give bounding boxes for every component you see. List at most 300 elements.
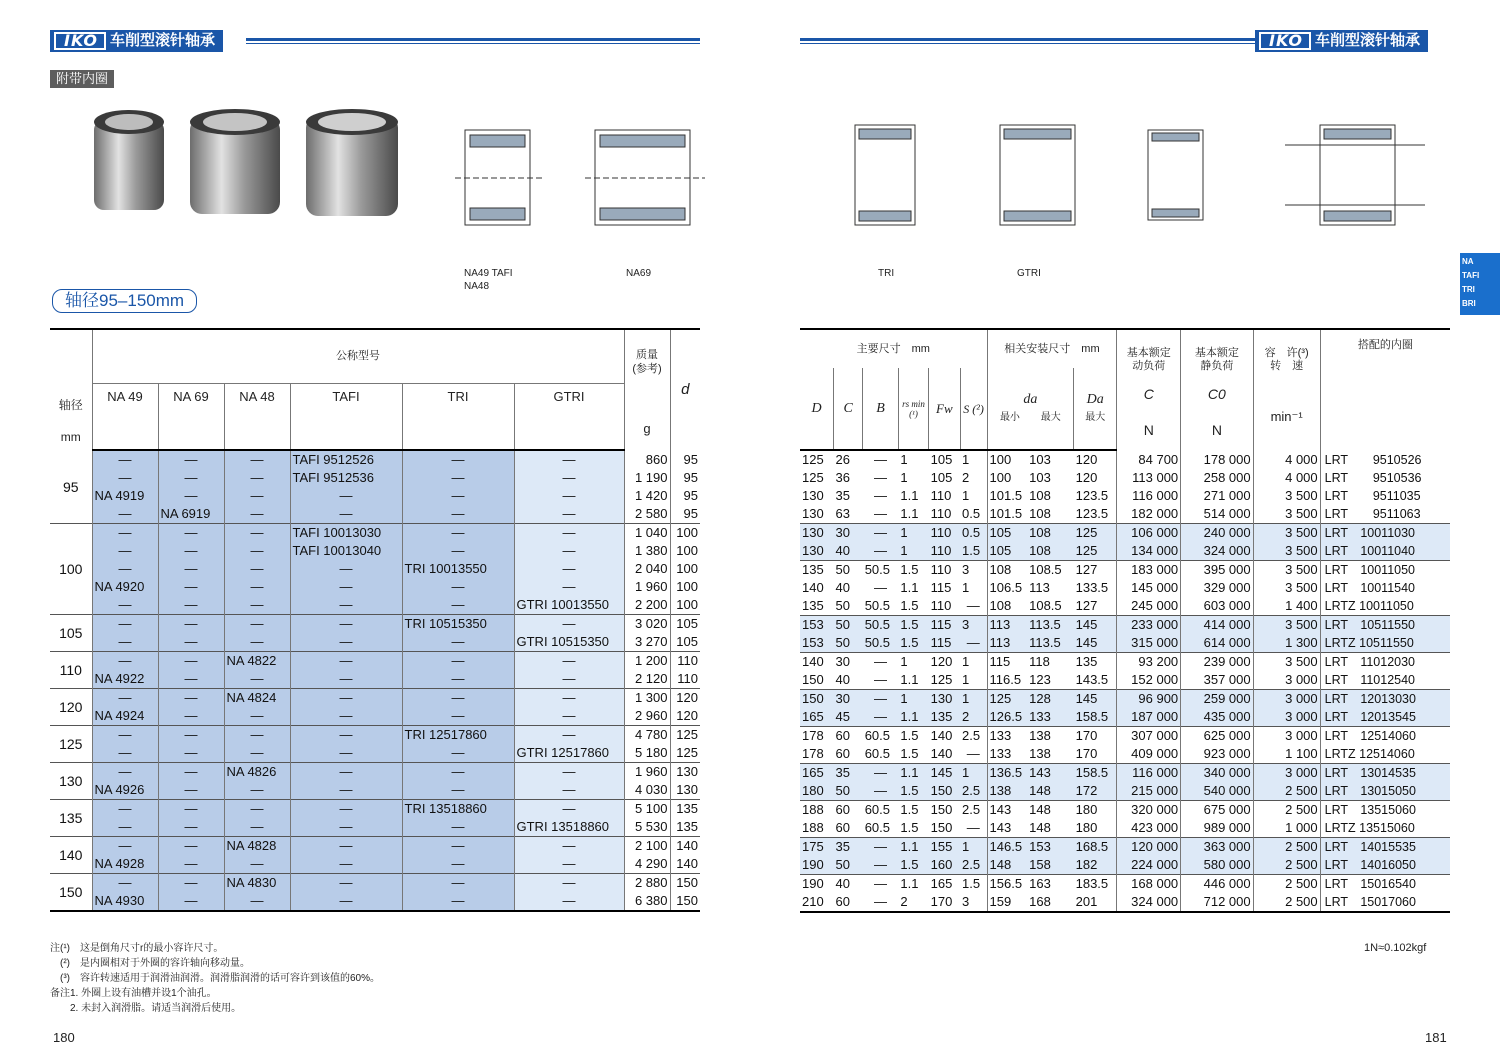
cell-na69: — [158,837,224,856]
cell-da-min: 133 [987,727,1027,746]
cell-stat-load: 514 000 [1181,505,1253,524]
header-speed: 容 许(³) 转 速 [1264,347,1309,372]
cell-stat-load: 989 000 [1181,819,1253,838]
table-row [800,745,1450,764]
cell-rsmin: 1.5 [898,634,928,653]
cell-na69: — [158,763,224,782]
cell-Da-max: 145 [1074,634,1117,653]
cell-B: 50.5 [863,616,899,635]
cell-inner-ring: LRT 10011050 [1320,561,1450,580]
cell-inner-ring: LRT 11012540 [1320,671,1450,690]
header-col-S: S (²) [960,368,987,450]
cell-inner-ring: LRT 14016050 [1320,856,1450,875]
cell-d: 95 [683,488,698,503]
header-model-group: 公称型号 [92,329,624,383]
cell-inner-ring: LRTZ 10011050 [1320,597,1450,616]
cell-speed: 2 500 [1253,856,1320,875]
cell-Da-max: 183.5 [1074,875,1117,894]
cell-stat-load: 446 000 [1181,875,1253,894]
cell-na48: — [224,670,290,689]
cell-d: 130 [676,782,698,797]
cell-tri: — [402,652,514,671]
table-row [800,801,1450,820]
cell-rsmin: 1.5 [898,745,928,764]
cell-stat-load: 324 000 [1181,542,1253,561]
cell-na49: NA 4930 [92,892,158,911]
cell-S: 1 [960,579,987,597]
cell-dyn-load: 134 000 [1117,542,1181,561]
cell-stat-load: 580 000 [1181,856,1253,875]
cell-d: 105 [670,615,700,634]
label-na48: NA48 [464,281,490,292]
cell-d: 100 [676,543,698,558]
cell-gtri: — [514,670,624,689]
cell-stat-load: 357 000 [1181,671,1253,690]
cell-Da-max: 123.5 [1074,487,1117,505]
cell-da-min: 101.5 [987,487,1027,505]
cell-inner-ring: LRT 13015050 [1320,782,1450,801]
cell-na48: — [224,615,290,634]
cell-mass: 2 880 [624,874,670,893]
cell-C: 60 [834,801,863,820]
cell-S: 3 [960,616,987,635]
cell-na48: — [224,744,290,763]
side-tab-item: NA [1462,257,1474,266]
cell-stat-load: 363 000 [1181,838,1253,857]
cell-na69: — [158,487,224,505]
cell-mass: 1 190 [624,469,670,487]
cell-Da-max: 143.5 [1074,671,1117,690]
cell-B: — [863,671,899,690]
cell-d: 100 [676,561,698,576]
cell-na69: — [158,855,224,874]
cell-tri: — [402,837,514,856]
header-c0-sym: C0 [1207,386,1226,402]
cell-d: 150 [676,893,698,908]
cell-da-min: 138 [987,782,1027,801]
cell-S: 1 [960,838,987,857]
cell-D: 130 [800,542,834,561]
table-row [800,616,1450,635]
cell-na48: — [224,596,290,615]
cell-dyn-load: 113 000 [1117,469,1181,487]
cell-na49: — [92,874,158,893]
cell-da-max: 113 [1027,579,1074,597]
cell-B: — [863,542,899,561]
cell-Fw: 110 [929,487,960,505]
cell-speed: 2 500 [1253,893,1320,912]
footnote-line: 备注1. 外圈上设有油槽并设1个油孔。 [50,988,217,999]
shaft-diameter-cell: 100 [50,524,92,615]
cell-tri: — [402,524,514,543]
cell-rsmin: 1.5 [898,819,928,838]
cell-na48: — [224,542,290,560]
table-row [50,707,700,726]
cell-da-min: 113 [987,634,1027,653]
cell-d: 95 [683,451,698,467]
cell-d: 100 [676,597,698,612]
cell-dyn-load: 168 000 [1117,875,1181,894]
cell-S: 1 [960,653,987,672]
brand-header-right [1255,30,1428,52]
cell-d: 95 [683,470,698,485]
cell-da-max: 148 [1027,782,1074,801]
cell-S: 0.5 [960,524,987,543]
table-row [50,726,700,745]
cell-stat-load: 259 000 [1181,690,1253,709]
table-row [800,634,1450,653]
table-row [50,450,700,469]
cell-C: 30 [834,653,863,672]
header-d: d [670,329,700,450]
shaft-diameter-cell: 105 [50,615,92,652]
cell-D: 153 [800,634,834,653]
cell-tafi: — [290,560,402,578]
table-row [800,708,1450,727]
cell-da-max: 148 [1027,801,1074,820]
header-Da: Da [1086,391,1104,407]
header-col-na49: NA 49 [92,383,158,450]
cell-speed: 3 500 [1253,524,1320,543]
cell-Da-max: 170 [1074,745,1117,764]
table-row [800,671,1450,690]
cell-B: — [863,469,899,487]
cell-Da-max: 133.5 [1074,579,1117,597]
cell-D: 130 [800,524,834,543]
header-c-sym: C [1143,386,1154,402]
cell-dyn-load: 409 000 [1117,745,1181,764]
cell-gtri: — [514,487,624,505]
cell-na48: — [224,781,290,800]
cell-dyn-load: 116 000 [1117,487,1181,505]
cell-B: — [863,838,899,857]
cell-rsmin: 1.5 [898,782,928,801]
cell-dyn-load: 116 000 [1117,764,1181,783]
cell-B: — [863,893,899,912]
cell-speed: 3 000 [1253,690,1320,709]
cell-dyn-load: 320 000 [1117,801,1181,820]
table-row [800,875,1450,894]
cell-gtri: — [514,505,624,524]
cell-rsmin: 1.1 [898,875,928,894]
cell-tafi: — [290,874,402,893]
table-row [50,505,700,524]
cell-gtri: — [514,652,624,671]
cell-tafi: — [290,744,402,763]
cell-gtri: — [514,542,624,560]
header-mass-unit: g [643,421,651,436]
cell-inner-ring: LRTZ 10511550 [1320,634,1450,653]
cell-rsmin: 1.1 [898,671,928,690]
cell-mass: 2 040 [624,560,670,578]
cell-B: 60.5 [863,819,899,838]
cell-Da-max: 120 [1074,469,1117,487]
cell-na69: — [158,707,224,726]
cell-gtri: — [514,524,624,543]
cell-tafi: TAFI 9512526 [290,450,402,469]
cell-stat-load: 240 000 [1181,524,1253,543]
cell-speed: 1 300 [1253,634,1320,653]
header-col-B: B [863,368,899,450]
cell-mass: 860 [624,450,670,469]
cell-inner-ring: LRT 10511550 [1320,616,1450,635]
cell-speed: 2 500 [1253,838,1320,857]
cell-na49: — [92,615,158,634]
cell-na48: — [224,469,290,487]
cell-D: 175 [800,838,834,857]
cell-S: 2.5 [960,782,987,801]
cell-B: — [863,856,899,875]
cell-dyn-load: 224 000 [1117,856,1181,875]
cell-mass: 2 580 [624,505,670,524]
table-row [800,505,1450,524]
cell-S: 1 [960,690,987,709]
cell-gtri: — [514,837,624,856]
cell-Fw: 110 [929,542,960,561]
cell-speed: 1 000 [1253,819,1320,838]
table-row [800,469,1450,487]
cell-D: 135 [800,597,834,616]
cell-B: 50.5 [863,597,899,616]
cell-speed: 4 000 [1253,450,1320,469]
cell-S: 1.5 [960,542,987,561]
cell-Da-max: 158.5 [1074,708,1117,727]
cell-da-max: 103 [1027,450,1074,469]
cell-d: 135 [670,800,700,819]
cell-da-min: 108 [987,561,1027,580]
cell-C: 50 [834,561,863,580]
cell-inner-ring: LRT 12514060 [1320,727,1450,746]
cell-mass: 1 040 [624,524,670,543]
cell-Fw: 115 [929,579,960,597]
cell-Fw: 150 [929,819,960,838]
cell-da-min: 105 [987,524,1027,543]
header-col-min: 最小 [999,411,1020,423]
cell-stat-load: 329 000 [1181,579,1253,597]
cell-B: 60.5 [863,745,899,764]
cell-Fw: 140 [929,727,960,746]
table-row [800,782,1450,801]
shaft-diameter-cell: 135 [50,800,92,837]
cell-mass: 1 420 [624,487,670,505]
cell-B: — [863,764,899,783]
cell-rsmin: 1.1 [898,764,928,783]
cell-S: — [960,597,987,616]
cell-S: 0.5 [960,505,987,524]
cell-D: 150 [800,671,834,690]
cell-dyn-load: 324 000 [1117,893,1181,912]
cell-inner-ring: LRT 9510536 [1320,469,1450,487]
cell-Da-max: 182 [1074,856,1117,875]
cell-S: 1.5 [960,875,987,894]
cell-da-min: 100 [987,469,1027,487]
cell-stat-load: 603 000 [1181,597,1253,616]
table-row [50,615,700,634]
cell-D: 188 [800,819,834,838]
cell-speed: 3 500 [1253,561,1320,580]
cell-da-min: 136.5 [987,764,1027,783]
table-row [800,856,1450,875]
bearing-photo-3 [306,109,398,216]
cell-Fw: 135 [929,708,960,727]
shaft-diameter-cell: 95 [50,450,92,524]
cell-mass: 1 960 [624,578,670,596]
cell-na69: — [158,633,224,652]
cell-gtri: — [514,450,624,469]
header-col-gtri: GTRI [514,383,624,450]
cell-S: 2 [960,708,987,727]
table-row [800,838,1450,857]
cell-mass: 1 300 [624,689,670,708]
cell-tri: — [402,633,514,652]
cell-na49: — [92,633,158,652]
header-shaft-unit: mm [60,430,81,444]
cell-tafi: — [290,855,402,874]
cell-da-min: 159 [987,893,1027,912]
cell-da-max: 153 [1027,838,1074,857]
cell-S: 2.5 [960,856,987,875]
cell-speed: 1 400 [1253,597,1320,616]
table-row [50,596,700,615]
cell-inner-ring: LRT 12013545 [1320,708,1450,727]
cell-gtri: — [514,615,624,634]
cell-stat-load: 340 000 [1181,764,1253,783]
cell-D: 178 [800,745,834,764]
cell-Da-max: 145 [1074,690,1117,709]
cell-S: — [960,819,987,838]
page-number-right: 181 [1425,1030,1447,1045]
cell-D: 140 [800,579,834,597]
cell-gtri: — [514,726,624,745]
cell-S: 3 [960,561,987,580]
cell-rsmin: 1.1 [898,487,928,505]
cell-da-min: 125 [987,690,1027,709]
cell-na69: — [158,670,224,689]
cell-gtri: — [514,781,624,800]
cell-rsmin: 1.1 [898,838,928,857]
cell-speed: 3 000 [1253,764,1320,783]
cell-S: — [960,745,987,764]
cell-stat-load: 614 000 [1181,634,1253,653]
cell-C: 35 [834,838,863,857]
cell-rsmin: 1.1 [898,505,928,524]
table-row [800,727,1450,746]
table-row [800,819,1450,838]
cell-tri: — [402,874,514,893]
cell-na69: — [158,800,224,819]
cell-C: 40 [834,579,863,597]
cell-inner-ring: LRT 15017060 [1320,893,1450,912]
cell-gtri: GTRI 10515350 [514,633,624,652]
cell-tafi: — [290,670,402,689]
cell-Fw: 130 [929,690,960,709]
cell-D: 188 [800,801,834,820]
cell-mass: 2 200 [624,596,670,615]
cell-Da-max: 201 [1074,893,1117,912]
cell-D: 130 [800,487,834,505]
header-col-Fw: Fw [929,368,960,450]
table-row [50,800,700,819]
header-dyn-load: 基本额定 动负荷 [1126,347,1171,372]
cell-Da-max: 180 [1074,819,1117,838]
cell-dyn-load: 120 000 [1117,838,1181,857]
cell-D: 135 [800,561,834,580]
cell-da-min: 156.5 [987,875,1027,894]
cell-na48: — [224,633,290,652]
cell-dyn-load: 423 000 [1117,819,1181,838]
table-row [50,578,700,596]
cell-na69: — [158,744,224,763]
cell-Da-max: 123.5 [1074,505,1117,524]
cell-C: 50 [834,782,863,801]
cell-C: 30 [834,524,863,543]
cell-da-max: 133 [1027,708,1074,727]
cell-B: — [863,875,899,894]
cell-gtri: — [514,763,624,782]
cell-Fw: 145 [929,764,960,783]
header-shaft: 轴径 [58,398,83,412]
cell-mass: 5 180 [624,744,670,763]
cell-C: 50 [834,634,863,653]
cell-dyn-load: 145 000 [1117,579,1181,597]
cell-C: 50 [834,597,863,616]
cell-B: — [863,505,899,524]
cell-da-max: 168 [1027,893,1074,912]
cell-mass: 4 030 [624,781,670,800]
cell-mass: 1 200 [624,652,670,671]
cell-na69: — [158,874,224,893]
cell-S: 2 [960,469,987,487]
cell-na69: — [158,560,224,578]
cell-B: — [863,450,899,469]
cell-tri: — [402,763,514,782]
cell-stat-load: 414 000 [1181,616,1253,635]
table-row [50,469,700,487]
table-row [800,690,1450,709]
cell-inner-ring: LRT 15016540 [1320,875,1450,894]
section-tag: 附带内圈 [50,70,114,88]
cell-rsmin: 1.5 [898,727,928,746]
side-tab[interactable] [1460,253,1500,315]
cell-na69: — [158,542,224,560]
cell-tafi: — [290,781,402,800]
cell-tri: — [402,469,514,487]
cell-inner-ring: LRT 13515060 [1320,801,1450,820]
cell-na69: — [158,781,224,800]
header-n-unit: N [1211,422,1222,438]
cell-na49: — [92,560,158,578]
cell-na48: NA 4830 [224,874,290,893]
header-inner-ring: 搭配的内圈 [1320,329,1450,450]
cell-d: 100 [676,579,698,594]
cell-na49: — [92,505,158,524]
cell-tri: — [402,542,514,560]
cell-C: 26 [834,450,863,469]
cell-rsmin: 1.5 [898,597,928,616]
cell-mass: 1 380 [624,542,670,560]
cell-stat-load: 923 000 [1181,745,1253,764]
cell-tri: — [402,818,514,837]
cell-Fw: 105 [929,469,960,487]
table-row [800,597,1450,616]
cell-tafi: — [290,726,402,745]
cell-Da-max: 180 [1074,801,1117,820]
cell-na49: — [92,800,158,819]
cell-tri: TRI 10515350 [402,615,514,634]
cell-gtri: — [514,689,624,708]
cell-rsmin: 1.5 [898,856,928,875]
cell-speed: 1 100 [1253,745,1320,764]
